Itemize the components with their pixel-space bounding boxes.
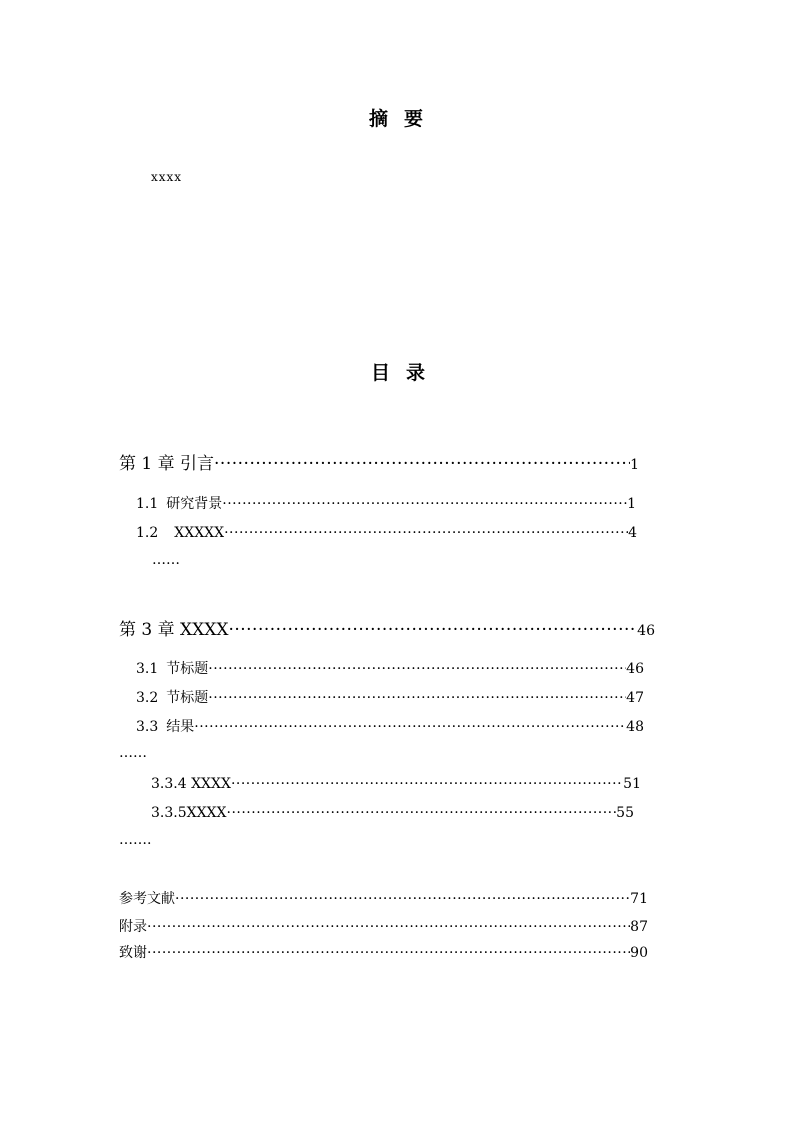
toc-heading: 目录 <box>371 362 442 384</box>
toc-page-number: 48 <box>626 719 644 735</box>
toc-entry-title: 节标题 <box>166 690 209 706</box>
toc-entry-references[interactable] <box>119 889 648 909</box>
toc-page-number: 71 <box>630 891 648 907</box>
toc-entry-title: XXXXX <box>174 525 225 541</box>
dot-leader <box>175 889 630 909</box>
dot-leader <box>214 452 630 476</box>
toc-entry-section-3-3[interactable] <box>136 717 644 737</box>
toc-ellipsis: ……. <box>119 832 152 848</box>
dot-leader <box>227 803 617 823</box>
toc-entry-title: 致谢 <box>119 945 147 961</box>
abstract-body: xxxx <box>151 170 183 184</box>
toc-section-number: 1.2 <box>136 525 159 541</box>
toc-entry-chapter-1[interactable] <box>119 452 639 476</box>
dot-leader <box>147 943 630 963</box>
toc-entry-title: 节标题 <box>166 661 209 677</box>
dot-leader <box>228 618 637 642</box>
toc-section-number: 3.1 <box>136 661 159 677</box>
dot-leader <box>222 494 627 514</box>
toc-entry-subsection-3-3-5[interactable] <box>151 803 634 823</box>
toc-entry-title: 结果 <box>166 719 195 735</box>
toc-page-number: 87 <box>630 919 648 935</box>
toc-page-number: 47 <box>626 690 644 706</box>
toc-entry-section-3-2[interactable] <box>136 688 644 708</box>
toc-entry-acknowledgements[interactable] <box>119 943 648 963</box>
dot-leader <box>208 659 626 679</box>
toc-entry-title: 第 1 章 引言 <box>119 454 215 474</box>
toc-section-number: 3.3 <box>136 719 159 735</box>
dot-leader <box>147 917 630 937</box>
toc-entry-title: 研究背景 <box>166 496 223 512</box>
toc-entry-chapter-3[interactable] <box>119 618 655 642</box>
abstract-heading: 摘要 <box>369 108 440 130</box>
toc-entry-title: 第 3 章 XXXX <box>119 620 229 640</box>
dot-leader <box>224 523 628 543</box>
dot-leader <box>194 717 626 737</box>
toc-entry-section-1-2[interactable] <box>136 523 637 543</box>
toc-page-number: 4 <box>628 525 637 541</box>
toc-ellipsis: …… <box>152 552 180 568</box>
toc-page-number: 55 <box>616 805 634 821</box>
toc-page-number: 46 <box>637 623 655 639</box>
toc-entry-appendix[interactable] <box>119 917 648 937</box>
toc-page-number: 1 <box>627 496 636 512</box>
toc-entry-title: 附录 <box>119 919 147 935</box>
toc-page-number: 46 <box>626 661 644 677</box>
dot-leader <box>208 688 626 708</box>
toc-entry-title: 3.3.5XXXX <box>151 805 227 821</box>
toc-page-number: 1 <box>630 457 639 473</box>
dot-leader <box>231 774 623 794</box>
toc-entry-subsection-3-3-4[interactable] <box>151 774 641 794</box>
toc-section-number: 3.2 <box>136 690 159 706</box>
toc-entry-title: 参考文献 <box>119 891 175 907</box>
toc-page-number: 51 <box>623 776 641 792</box>
toc-page-number: 90 <box>630 945 648 961</box>
toc-entry-section-3-1[interactable] <box>136 659 644 679</box>
toc-entry-title: 3.3.4 XXXX <box>151 776 231 792</box>
toc-entry-section-1-1[interactable] <box>136 494 636 514</box>
toc-ellipsis: …… <box>119 745 147 761</box>
toc-section-number: 1.1 <box>136 496 159 512</box>
